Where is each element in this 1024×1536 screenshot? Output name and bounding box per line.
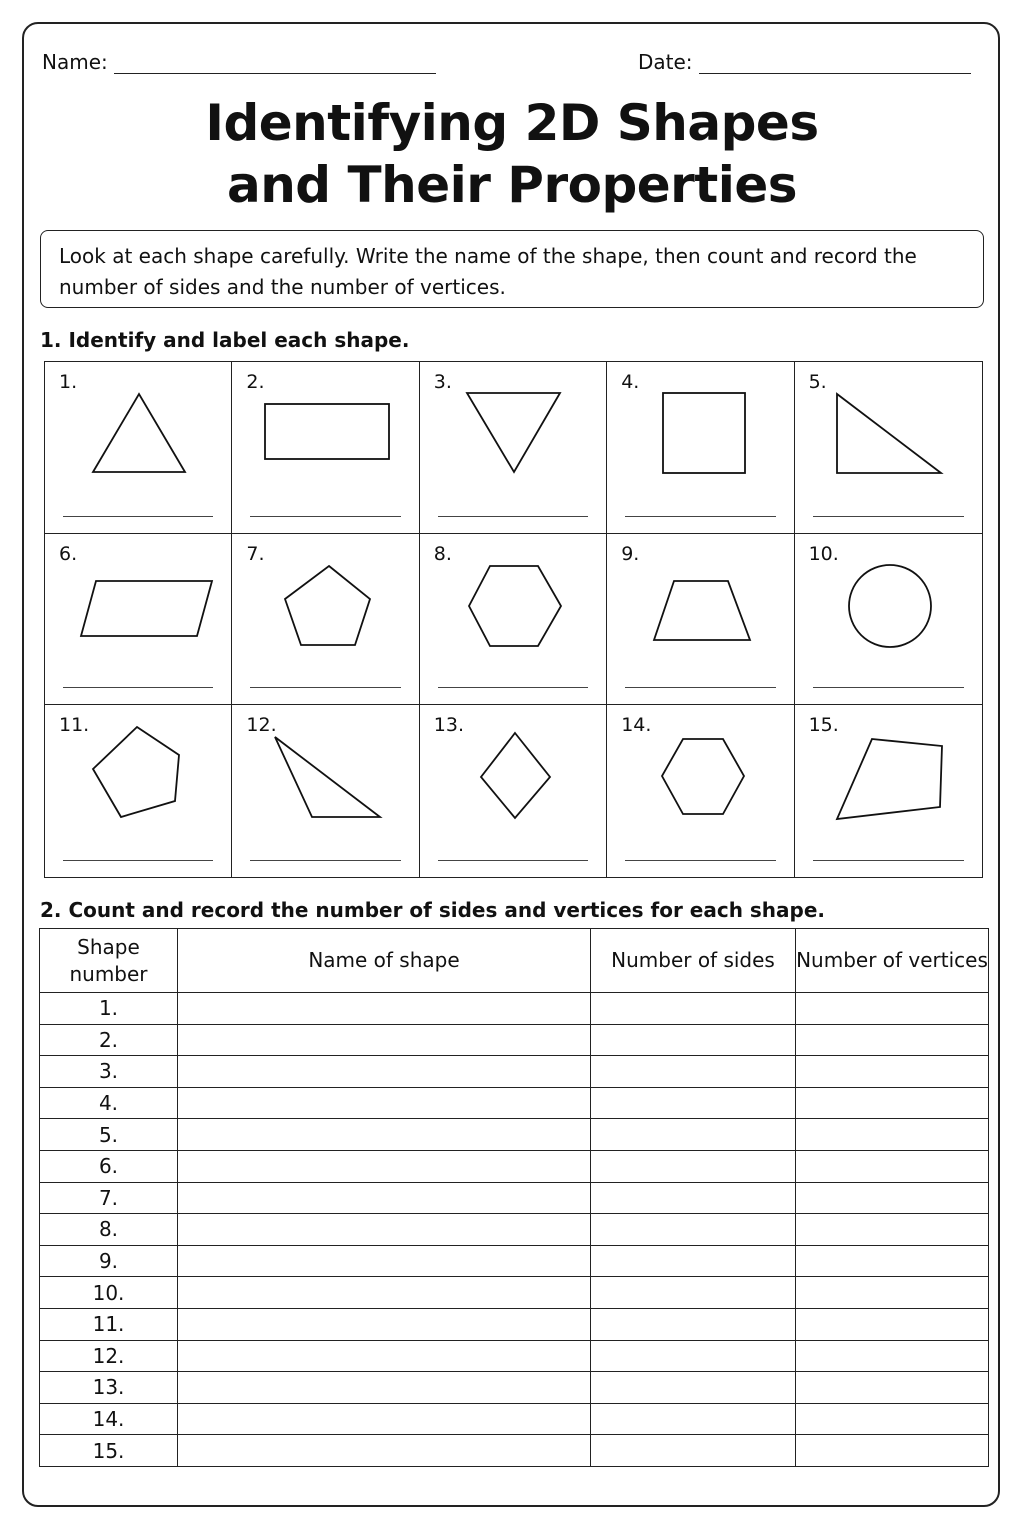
col-number-of-vertices: Number of vertices <box>796 929 989 993</box>
table-row <box>40 1214 989 1246</box>
name-line[interactable] <box>114 53 436 74</box>
name-of-shape-cell[interactable] <box>178 1056 591 1088</box>
right-triangle-shape-icon <box>795 362 982 534</box>
number-of-sides-cell[interactable] <box>591 1182 796 1214</box>
shape-number: 9. <box>621 542 640 565</box>
row-shape-number: 7. <box>40 1182 178 1214</box>
row-shape-number: 8. <box>40 1214 178 1246</box>
table-row <box>40 993 989 1025</box>
circle-shape-icon <box>795 534 982 706</box>
table-row <box>40 1435 989 1467</box>
row-shape-number: 11. <box>40 1308 178 1340</box>
name-of-shape-cell[interactable] <box>178 1308 591 1340</box>
name-of-shape-cell[interactable] <box>178 993 591 1025</box>
row-shape-number: 3. <box>40 1056 178 1088</box>
name-of-shape-cell[interactable] <box>178 1277 591 1309</box>
instructions-box: Look at each shape carefully. Write the name of the shape, then count and record the number of sides and the number of vertices. <box>40 230 984 308</box>
number-of-sides-cell[interactable] <box>591 1087 796 1119</box>
name-of-shape-cell[interactable] <box>178 1245 591 1277</box>
title-line-1: Identifying 2D Shapes <box>205 94 819 152</box>
shape-cell <box>607 534 794 706</box>
number-of-sides-cell[interactable] <box>591 1308 796 1340</box>
answer-line[interactable] <box>438 516 588 517</box>
shape-number: 12. <box>246 714 277 737</box>
col-name-of-shape: Name of shape <box>178 929 591 993</box>
inverted-triangle-shape-icon <box>420 362 607 534</box>
name-of-shape-cell[interactable] <box>178 1024 591 1056</box>
small-hexagon-shape-icon <box>607 705 794 877</box>
scalene-triangle-shape-icon <box>232 705 419 877</box>
row-shape-number: 13. <box>40 1372 178 1404</box>
table-row <box>40 1087 989 1119</box>
answer-line[interactable] <box>813 687 964 688</box>
row-shape-number: 10. <box>40 1277 178 1309</box>
shape-cell <box>607 705 794 877</box>
number-of-vertices-cell[interactable] <box>796 1245 989 1277</box>
table-row <box>40 1340 989 1372</box>
number-of-sides-cell[interactable] <box>591 1119 796 1151</box>
table-row <box>40 1308 989 1340</box>
number-of-sides-cell[interactable] <box>591 993 796 1025</box>
answer-line[interactable] <box>63 687 213 688</box>
shape-number: 1. <box>59 371 78 393</box>
section-1-heading: 1. Identify and label each shape. <box>40 328 410 352</box>
name-label: Name: <box>42 50 108 74</box>
shape-number: 15. <box>808 714 839 737</box>
shape-cell <box>232 534 419 706</box>
table-row <box>40 1150 989 1182</box>
date-line[interactable] <box>699 53 971 74</box>
col-number-of-sides: Number of sides <box>591 929 796 993</box>
answer-line[interactable] <box>250 860 400 861</box>
table-row <box>40 1245 989 1277</box>
number-of-vertices-cell[interactable] <box>796 1214 989 1246</box>
answer-line[interactable] <box>438 860 588 861</box>
number-of-vertices-cell[interactable] <box>796 1024 989 1056</box>
number-of-vertices-cell[interactable] <box>796 1277 989 1309</box>
name-of-shape-cell[interactable] <box>178 1372 591 1404</box>
number-of-sides-cell[interactable] <box>591 1214 796 1246</box>
shape-number: 5. <box>808 371 827 393</box>
table-row <box>40 1182 989 1214</box>
name-of-shape-cell[interactable] <box>178 1340 591 1372</box>
number-of-sides-cell[interactable] <box>591 1245 796 1277</box>
row-shape-number: 6. <box>40 1150 178 1182</box>
row-shape-number: 5. <box>40 1119 178 1151</box>
answer-line[interactable] <box>813 516 964 517</box>
answer-line[interactable] <box>250 516 400 517</box>
row-shape-number: 12. <box>40 1340 178 1372</box>
page-title <box>0 92 1024 216</box>
shape-number: 7. <box>246 542 265 565</box>
shapes-grid <box>44 361 983 878</box>
name-of-shape-cell[interactable] <box>178 1182 591 1214</box>
date-label: Date: <box>638 50 693 74</box>
number-of-vertices-cell[interactable] <box>796 1087 989 1119</box>
table-row <box>40 1372 989 1404</box>
table-row <box>40 1056 989 1088</box>
number-of-vertices-cell[interactable] <box>796 1435 989 1467</box>
number-of-sides-cell[interactable] <box>591 1403 796 1435</box>
answer-line[interactable] <box>625 860 775 861</box>
shape-number: 11. <box>59 714 90 737</box>
rotated-pentagon-shape-icon <box>45 705 232 877</box>
hexagon-shape-icon <box>420 534 607 706</box>
table-row <box>40 1024 989 1056</box>
row-shape-number: 4. <box>40 1087 178 1119</box>
answer-line[interactable] <box>438 687 588 688</box>
number-of-sides-cell[interactable] <box>591 1277 796 1309</box>
number-of-vertices-cell[interactable] <box>796 1403 989 1435</box>
number-of-sides-cell[interactable] <box>591 1435 796 1467</box>
shape-cell <box>45 705 232 877</box>
shape-cell <box>420 534 607 706</box>
shape-cell <box>45 534 232 706</box>
row-shape-number: 15. <box>40 1435 178 1467</box>
record-table <box>39 928 989 1467</box>
name-field[interactable] <box>42 50 436 74</box>
shape-number: 8. <box>433 542 452 565</box>
row-shape-number: 2. <box>40 1024 178 1056</box>
number-of-vertices-cell[interactable] <box>796 1150 989 1182</box>
shape-cell <box>232 362 419 534</box>
number-of-sides-cell[interactable] <box>591 1372 796 1404</box>
col-shape-number: Shape number <box>40 929 178 993</box>
name-of-shape-cell[interactable] <box>178 1435 591 1467</box>
answer-line[interactable] <box>625 687 775 688</box>
shape-number: 2. <box>246 371 265 393</box>
shape-number: 14. <box>621 714 652 737</box>
title-line-2: and Their Properties <box>226 156 798 214</box>
number-of-vertices-cell[interactable] <box>796 1056 989 1088</box>
number-of-vertices-cell[interactable] <box>796 1308 989 1340</box>
number-of-vertices-cell[interactable] <box>796 1340 989 1372</box>
shape-number: 3. <box>433 371 452 393</box>
number-of-sides-cell[interactable] <box>591 1024 796 1056</box>
name-of-shape-cell[interactable] <box>178 1119 591 1151</box>
answer-line[interactable] <box>63 516 213 517</box>
table-row <box>40 1277 989 1309</box>
parallelogram-shape-icon <box>45 534 232 706</box>
shape-number: 10. <box>808 542 839 565</box>
answer-line[interactable] <box>63 860 213 861</box>
shape-cell <box>795 362 982 534</box>
number-of-sides-cell[interactable] <box>591 1150 796 1182</box>
shape-cell <box>795 534 982 706</box>
shape-number: 4. <box>621 371 640 393</box>
number-of-sides-cell[interactable] <box>591 1340 796 1372</box>
number-of-vertices-cell[interactable] <box>796 1372 989 1404</box>
answer-line[interactable] <box>250 687 400 688</box>
table-header-row <box>40 929 989 993</box>
row-shape-number: 14. <box>40 1403 178 1435</box>
number-of-sides-cell[interactable] <box>591 1056 796 1088</box>
quadrilateral-shape-icon <box>795 705 982 877</box>
name-of-shape-cell[interactable] <box>178 1214 591 1246</box>
shape-cell <box>420 705 607 877</box>
row-shape-number: 9. <box>40 1245 178 1277</box>
shape-cell <box>607 362 794 534</box>
triangle-shape-icon <box>45 362 232 534</box>
date-field[interactable] <box>638 50 971 74</box>
square-shape-icon <box>607 362 794 534</box>
trapezoid-shape-icon <box>607 534 794 706</box>
rectangle-shape-icon <box>232 362 419 534</box>
table-row <box>40 1403 989 1435</box>
shape-cell <box>420 362 607 534</box>
number-of-vertices-cell[interactable] <box>796 993 989 1025</box>
shape-cell <box>795 705 982 877</box>
shape-number: 13. <box>433 714 465 737</box>
row-shape-number: 1. <box>40 993 178 1025</box>
answer-line[interactable] <box>625 516 775 517</box>
table-row <box>40 1119 989 1151</box>
answer-line[interactable] <box>813 860 964 861</box>
name-of-shape-cell[interactable] <box>178 1087 591 1119</box>
shape-number: 6. <box>59 542 78 565</box>
name-of-shape-cell[interactable] <box>178 1150 591 1182</box>
pentagon-shape-icon <box>232 534 419 706</box>
shape-cell <box>232 705 419 877</box>
shape-cell <box>45 362 232 534</box>
section-2-heading: 2. Count and record the number of sides and vertices for each shape. <box>40 898 826 922</box>
name-of-shape-cell[interactable] <box>178 1403 591 1435</box>
number-of-vertices-cell[interactable] <box>796 1119 989 1151</box>
rhombus-shape-icon <box>420 705 607 877</box>
number-of-vertices-cell[interactable] <box>796 1182 989 1214</box>
